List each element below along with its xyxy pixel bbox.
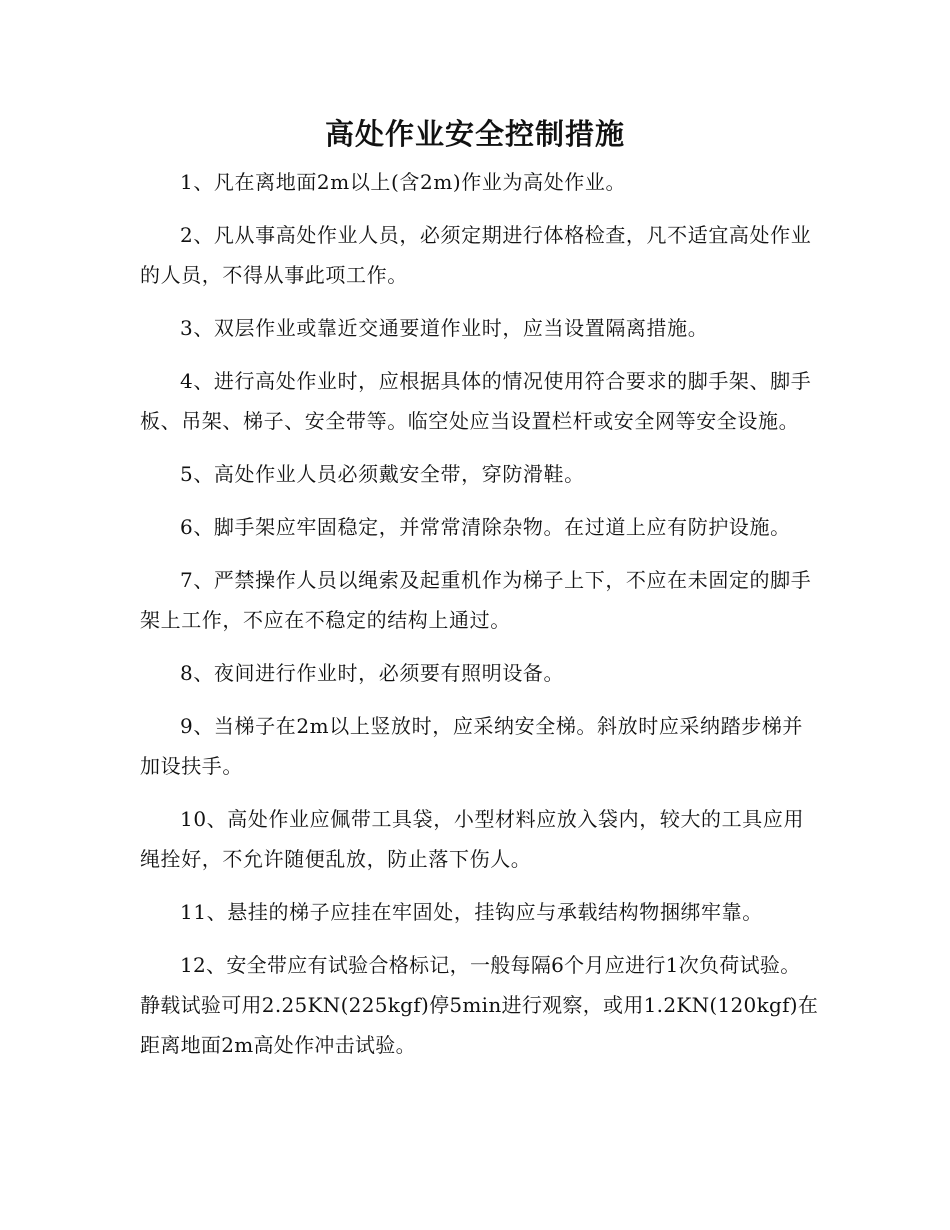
paragraph-8: 8、夜间进行作业时，必须要有照明设备。: [180, 661, 565, 685]
paragraph-10: 10、高处作业应佩带工具袋，小型材料应放入袋内，较大的工具应用绳拴好，不允许随便乱放，防止落下伤人。: [140, 807, 805, 871]
paragraph-6: 6、脚手架应牢固稳定，并常常清除杂物。在过道上应有防护设施。: [180, 515, 791, 539]
paragraph-2: 2、凡从事高处作业人员，必须定期进行体格检查，凡不适宜高处作业的人员，不得从事此项工作。: [140, 223, 812, 287]
document-body: [140, 162, 820, 1078]
paragraph-12: 12、安全带应有试验合格标记，一般每隔6个月应进行1次负荷试验。静载试验可用2.25KN(225kgf)停5min进行观察，或用1.2KN(120kgf)在距离地面2m高处作冲击试验。: [140, 953, 819, 1057]
paragraph-1: 1、凡在离地面2m以上(含2m)作业为高处作业。: [180, 170, 627, 194]
paragraph-5: 5、高处作业人员必须戴安全带，穿防滑鞋。: [180, 462, 585, 486]
paragraph-7: 7、严禁操作人员以绳索及起重机作为梯子上下，不应在未固定的脚手架上工作，不应在不稳定的结构上通过。: [140, 568, 812, 632]
paragraph-11: 11、悬挂的梯子应挂在牢固处，挂钩应与承载结构物捆绑牢靠。: [180, 900, 763, 924]
paragraph-3: 3、双层作业或靠近交通要道作业时，应当设置隔离措施。: [180, 316, 709, 340]
paragraph-9: 9、当梯子在2m以上竖放时，应采纳安全梯。斜放时应采纳踏步梯并加设扶手。: [140, 714, 804, 778]
document-title: 高处作业安全控制措施: [324, 117, 625, 151]
paragraph-4: 4、进行高处作业时，应根据具体的情况使用符合要求的脚手架、脚手板、吊架、梯子、安全带等。临空处应当设置栏杆或安全网等安全设施。: [140, 369, 812, 433]
